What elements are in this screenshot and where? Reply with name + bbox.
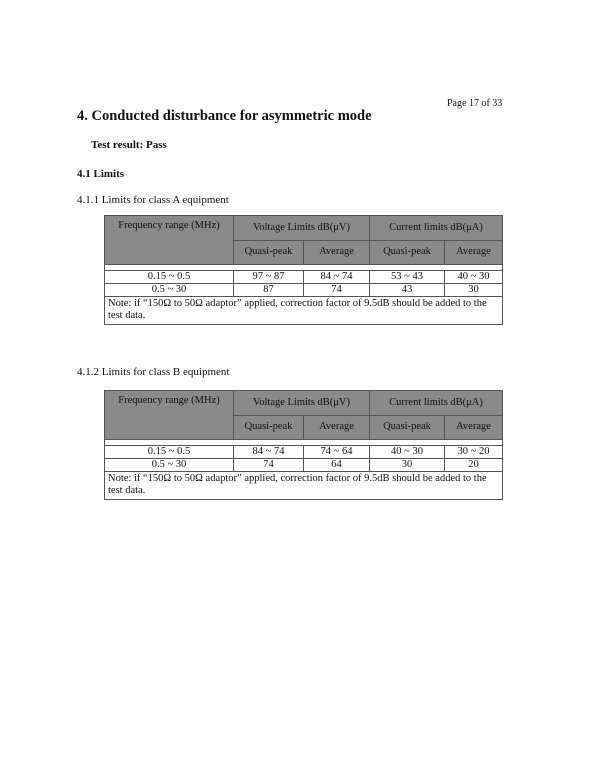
cell-frequency: 0.5 ~ 30	[105, 284, 234, 297]
cell-current-quasi-peak: 43	[370, 284, 445, 297]
header-voltage-quasi-peak: Quasi-peak	[234, 415, 304, 440]
limits-table-class-a	[104, 215, 503, 325]
table-row	[105, 284, 503, 297]
cell-voltage-quasi-peak: 87	[234, 284, 304, 297]
cell-voltage-average: 74	[304, 284, 370, 297]
header-voltage-limits: Voltage Limits dB(μV)	[234, 216, 370, 241]
header-current-average: Average	[445, 415, 503, 440]
cell-frequency: 0.15 ~ 0.5	[105, 446, 234, 459]
table-note: Note: if “150Ω to 50Ω adaptor” applied, correction factor of 9.5dB should be added to the test data.	[105, 297, 503, 325]
page-number: Page 17 of 33	[447, 98, 503, 109]
table-row	[105, 459, 503, 472]
header-current-average: Average	[445, 240, 503, 265]
limits-table-class-b	[104, 390, 503, 500]
table-row	[105, 446, 503, 459]
cell-voltage-average: 64	[304, 459, 370, 472]
header-current-quasi-peak: Quasi-peak	[370, 240, 445, 265]
header-voltage-quasi-peak: Quasi-peak	[234, 240, 304, 265]
cell-voltage-quasi-peak: 84 ~ 74	[234, 446, 304, 459]
header-voltage-limits: Voltage Limits dB(μV)	[234, 391, 370, 416]
cell-current-quasi-peak: 30	[370, 459, 445, 472]
cell-voltage-quasi-peak: 97 ~ 87	[234, 271, 304, 284]
cell-current-average: 40 ~ 30	[445, 271, 503, 284]
cell-voltage-average: 84 ~ 74	[304, 271, 370, 284]
header-current-quasi-peak: Quasi-peak	[370, 415, 445, 440]
cell-frequency: 0.5 ~ 30	[105, 459, 234, 472]
table-caption-class-a: 4.1.1 Limits for class A equipment	[77, 194, 229, 206]
header-current-limits: Current limits dB(μA)	[370, 216, 503, 241]
header-frequency-range: Frequency range (MHz)	[105, 391, 234, 440]
header-voltage-average: Average	[304, 240, 370, 265]
cell-current-quasi-peak: 53 ~ 43	[370, 271, 445, 284]
cell-current-quasi-peak: 40 ~ 30	[370, 446, 445, 459]
limits-subheading: 4.1 Limits	[77, 168, 125, 180]
cell-current-average: 20	[445, 459, 503, 472]
header-voltage-average: Average	[304, 415, 370, 440]
cell-frequency: 0.15 ~ 0.5	[105, 271, 234, 284]
cell-current-average: 30 ~ 20	[445, 446, 503, 459]
header-frequency-range: Frequency range (MHz)	[105, 216, 234, 265]
section-heading: 4. Conducted disturbance for asymmetric mode	[77, 108, 372, 124]
table-note: Note: if “150Ω to 50Ω adaptor” applied, correction factor of 9.5dB should be added to the test data.	[105, 472, 503, 500]
cell-current-average: 30	[445, 284, 503, 297]
cell-voltage-average: 74 ~ 64	[304, 446, 370, 459]
table-caption-class-b: 4.1.2 Limits for class B equipment	[77, 366, 230, 378]
header-current-limits: Current limits dB(μA)	[370, 391, 503, 416]
cell-voltage-quasi-peak: 74	[234, 459, 304, 472]
test-result: Test result: Pass	[91, 139, 167, 151]
table-row	[105, 271, 503, 284]
